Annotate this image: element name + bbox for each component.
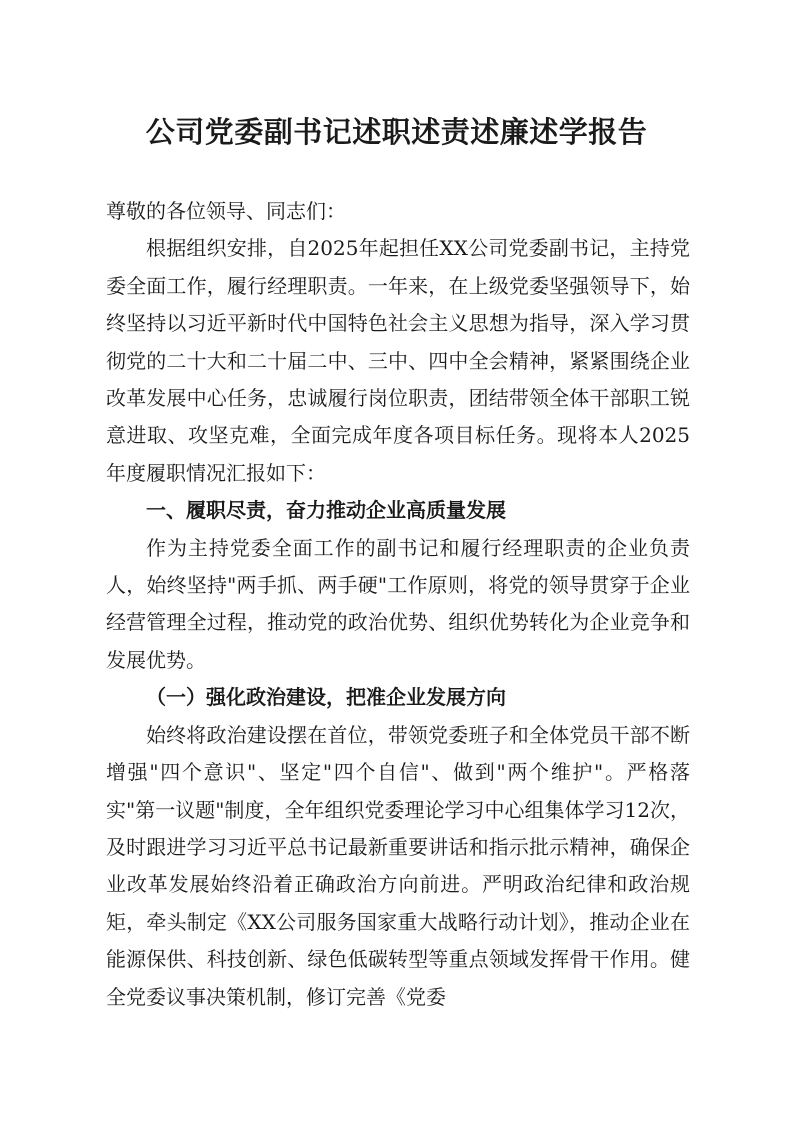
salutation: 尊敬的各位领导、同志们： <box>106 199 346 223</box>
document-title: 公司党委副书记述职述责述廉述学报告 <box>145 115 648 149</box>
subsection-1-paragraph: 始终将政治建设摆在首位，带领党委班子和全体党员干部不断增强"四个意识"、坚定"四个自信"、做到"两个维护"。严格落实"第一议题"制度，全年组织党委理论学习中心组集体学习12次，及时跟进学习习近平总书记最新重要讲话和指示批示精神，确保企业改革发展始终沿着正确政治方向前进。严明政治纪律和政治规矩，牵头制定《XX公司服务国家重大战略行动计划》，推动企业在能源保供、科技创新、绿色低碳转型等重点领域发挥骨干作用。健全党委议事决策机制，修订完善《党委 <box>106 722 690 1009</box>
subsection-heading-1: （一）强化政治建设，把准企业发展方向 <box>146 685 506 710</box>
section-1-paragraph: 作为主持党委全面工作的副书记和履行经理职责的企业负责人，始终坚持"两手抓、两手硬"工作原则，将党的领导贯穿于企业经营管理全过程，推动党的政治优势、组织优势转化为企业竞争和发展优势。 <box>106 535 690 672</box>
document-body <box>106 193 690 1016</box>
intro-paragraph: 根据组织安排，自2025年起担任XX公司党委副书记，主持党委全面工作，履行经理职责。一年来，在上级党委坚强领导下，始终坚持以习近平新时代中国特色社会主义思想为指导，深入学习贯彻党的二十大和二十届二中、三中、四中全会精神，紧紧围绕企业改革发展中心任务，忠诚履行岗位职责，团结带领全体干部职工锐意进取、攻坚克难，全面完成年度各项目标任务。现将本人2025年度履职情况汇报如下： <box>106 236 690 485</box>
section-heading-1: 一、履职尽责，奋力推动企业高质量发展 <box>146 498 506 523</box>
